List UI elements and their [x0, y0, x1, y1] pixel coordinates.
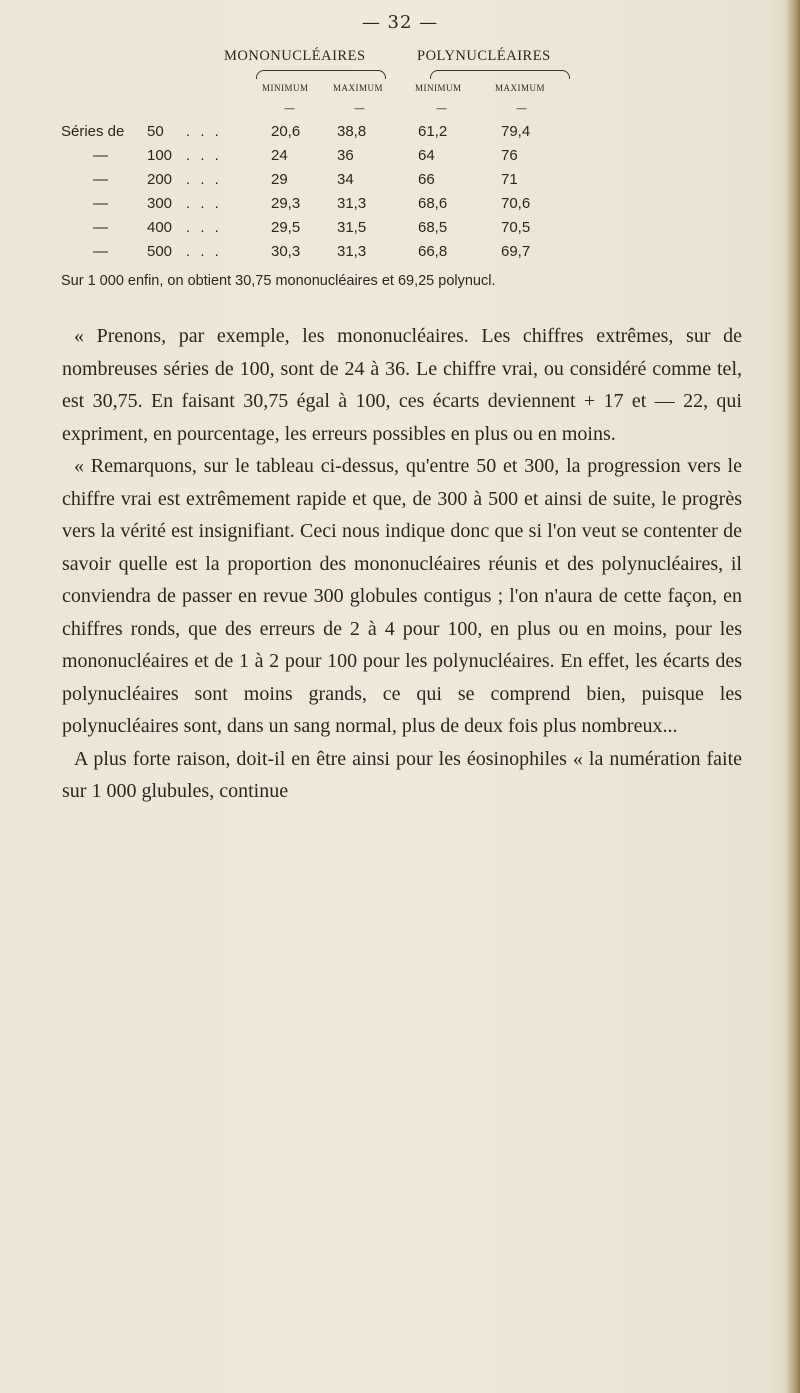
poly-min-value: 64: [418, 147, 435, 164]
series-size: 400: [147, 219, 173, 236]
table-row: [0, 219, 800, 243]
paragraph: « Remarquons, sur le tableau ci-dessus, qu'entre 50 et 300, la progression vers le chiffre vrai est extrêmement rapide et que, de 300 à 500 et ainsi de suite, le progrès vers la vérité est insignifiant. Ceci nous indique donc que si l'on veut se contenter de savoir quelle est la proportion des mononucléaires réunis et des polynucléaires, il conviendra de passer en revue 300 globules contigus ; l'on n'aura de cette façon, en chiffres ronds, que des erreurs de 2 à 4 pour 100, en plus ou en moins, pour les mononucléaires et de 1 à 2 pour 100 pour les polynucléaires. En effet, les écarts des polynucléaires sont moins grands, ce qui se comprend bien, puisque les polynucléaires sont, dans un sang normal, plus de deux fois plus nombreux...: [62, 455, 742, 737]
poly-max-value: 79,4: [501, 123, 531, 140]
poly-min-value: 66: [418, 171, 435, 188]
paragraph: A plus forte raison, doit-il en être ainsi pour les éosinophiles « la numération faite sur 1 000 glubules, continue: [62, 747, 742, 802]
mono-max-value: 34: [337, 171, 354, 188]
column-header-poly-min: MINIMUM: [415, 83, 462, 93]
brace-polynucleaires: [430, 70, 570, 79]
poly-min-value: 68,5: [418, 219, 448, 236]
row-label-repeat: —: [93, 195, 108, 212]
mono-min-value: 29,5: [271, 219, 301, 236]
series-size: 200: [147, 171, 173, 188]
page-number: — 32 —: [361, 12, 439, 33]
column-dash: —: [516, 102, 527, 115]
poly-max-value: 70,6: [501, 195, 531, 212]
table-row: [0, 123, 800, 147]
poly-max-value: 70,5: [501, 219, 531, 236]
column-header-mono-max: MAXIMUM: [333, 83, 384, 93]
poly-max-value: 71: [501, 171, 518, 188]
table-row: [0, 243, 800, 267]
row-label-repeat: —: [93, 147, 108, 164]
series-size: 50: [147, 123, 164, 140]
leader-dots: . . .: [186, 195, 222, 212]
poly-min-value: 68,6: [418, 195, 448, 212]
leader-dots: . . .: [186, 219, 222, 236]
mono-min-value: 30,3: [271, 243, 301, 260]
mono-max-value: 31,5: [337, 219, 367, 236]
group-header-mononucleaires: MONONUCLÉAIRES: [224, 48, 366, 64]
leader-dots: . . .: [186, 147, 222, 164]
mono-min-value: 29,3: [271, 195, 301, 212]
leader-dots: . . .: [186, 243, 222, 260]
row-label-repeat: —: [93, 171, 108, 188]
leader-dots: . . .: [186, 171, 222, 188]
row-label: Séries de: [61, 123, 125, 140]
mono-max-value: 31,3: [337, 243, 367, 260]
table-row: [0, 171, 800, 195]
mono-max-value: 36: [337, 147, 354, 164]
mono-max-value: 38,8: [337, 123, 367, 140]
series-size: 100: [147, 147, 173, 164]
paragraph: « Prenons, par exemple, les mononucléaires. Les chiffres extrêmes, sur de nombreuses séries de 100, sont de 24 à 36. Le chiffre vrai, ou considéré comme tel, est 30,75. En faisant 30,75 égal à 100, ces écarts deviennent + 17 et — 22, qui expriment, en pourcentage, les erreurs possibles en plus ou en moins.: [62, 325, 742, 445]
body-text: [62, 320, 742, 808]
mono-min-value: 24: [271, 147, 288, 164]
mono-min-value: 20,6: [271, 123, 301, 140]
column-dash: —: [354, 102, 365, 115]
column-header-poly-max: MAXIMUM: [495, 83, 546, 93]
brace-mononucleaires: [256, 70, 386, 79]
series-size: 300: [147, 195, 173, 212]
poly-max-value: 69,7: [501, 243, 531, 260]
column-dash: —: [284, 102, 295, 115]
poly-min-value: 66,8: [418, 243, 448, 260]
column-dash: —: [436, 102, 447, 115]
row-label-repeat: —: [93, 243, 108, 260]
series-size: 500: [147, 243, 173, 260]
leader-dots: . . .: [186, 123, 222, 140]
table-row: [0, 147, 800, 171]
poly-min-value: 61,2: [418, 123, 448, 140]
table-row: [0, 195, 800, 219]
mono-min-value: 29: [271, 171, 288, 188]
column-header-mono-min: MINIMUM: [262, 83, 309, 93]
mono-max-value: 31,3: [337, 195, 367, 212]
table-summary: Sur 1 000 enfin, on obtient 30,75 mononucléaires et 69,25 polynucl.: [61, 273, 496, 289]
row-label-repeat: —: [93, 219, 108, 236]
poly-max-value: 76: [501, 147, 518, 164]
group-header-polynucleaires: POLYNUCLÉAIRES: [417, 48, 551, 64]
